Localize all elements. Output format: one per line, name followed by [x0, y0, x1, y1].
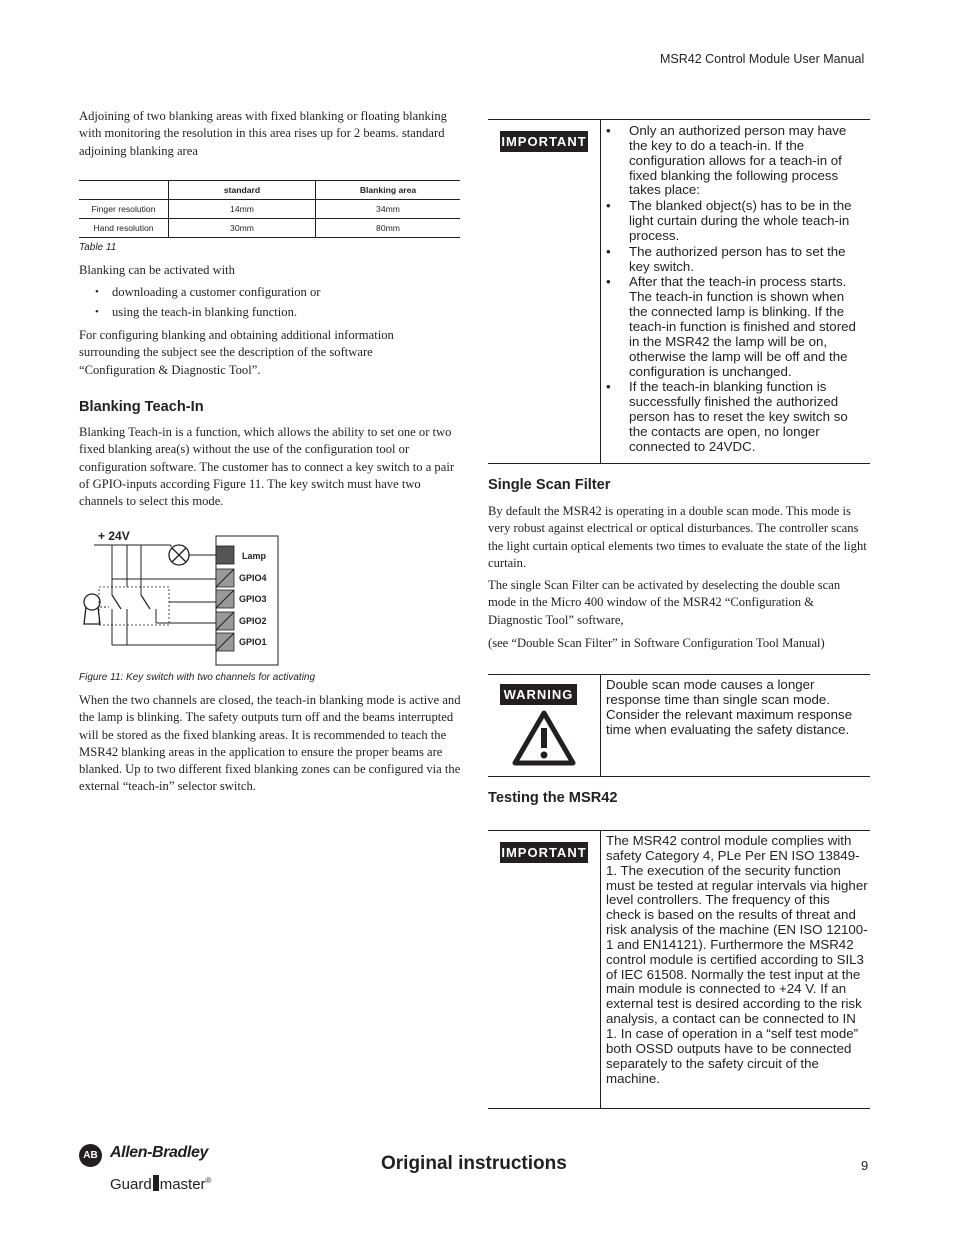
table-header-cell	[79, 181, 169, 200]
table-cell: Hand resolution	[93, 223, 154, 233]
list-item: • The authorized person has to set the key switch.	[602, 245, 864, 275]
table-cell: 80mm	[316, 219, 461, 238]
important-badge: IMPORTANT	[500, 842, 588, 863]
closing-paragraph: When the two channels are closed, the teach-in blanking mode is active and the lamp is blinking. The safety outputs turn off and the beams interrupted will be stored as the fixed blanking areas. It is recommended to teach the MSR42 blanking areas in the application to ensure the proper beams are blanked. Up to two different fixed blanking zones can be configured via the external “teach-in” selector switch.	[79, 693, 461, 794]
ssf-paragraph-2: The single Scan Filter can be activated by deselecting the double scan mode in the Micro 400 window of the MSR42 “Configuration & Diagnostic Tool” software,	[488, 578, 841, 627]
brand-name: Allen-Bradley	[110, 1144, 208, 1161]
ssf-paragraph-1: By default the MSR42 is operating in a double scan mode. This mode is very robust against electrical or optical disturbances. The controller scans the light curtain optical elements two times to evaluate the state of the light curtain.	[488, 504, 867, 570]
table-cell: 14mm	[169, 200, 316, 219]
list-item: • using the teach-in blanking function.	[79, 303, 320, 323]
guardmaster-figure-icon	[153, 1175, 159, 1191]
table-row	[79, 219, 460, 238]
table-header-cell: standard	[169, 181, 316, 200]
terminal-label: GPIO4	[239, 573, 267, 583]
figure-caption: Figure 11: Key switch with two channels for activating	[79, 672, 316, 683]
table-caption: Table 11	[79, 242, 117, 253]
registered-mark: ®	[205, 1176, 212, 1185]
ssf-paragraph-3: (see “Double Scan Filter” in Software Configuration Tool Manual)	[488, 636, 825, 650]
important-badge: IMPORTANT	[500, 131, 588, 152]
warning-badge: WARNING	[500, 684, 577, 705]
activation-list	[79, 283, 320, 322]
box-divider	[600, 120, 601, 463]
table-row	[79, 200, 460, 219]
terminal-label: GPIO3	[239, 594, 267, 604]
table-header-cell: Blanking area	[316, 181, 461, 200]
sub-brand	[110, 1175, 211, 1193]
terminal-label: Lamp	[242, 551, 267, 561]
terminal-label: GPIO2	[239, 616, 267, 626]
key-switch-box	[99, 587, 169, 625]
key-switch-figure	[79, 527, 284, 667]
box-divider	[600, 675, 601, 776]
switch-contact	[112, 595, 121, 609]
activated-with-text: Blanking can be activated with	[79, 263, 235, 277]
box-divider	[600, 831, 601, 1108]
warning-text: Double scan mode causes a longer response time than single scan mode. Consider the relevant maximum response time when evaluating the safety distance.	[606, 677, 853, 737]
terminal-label: GPIO1	[239, 637, 267, 647]
wiring-diagram	[79, 527, 284, 667]
important-list	[602, 124, 864, 455]
ab-logo-icon: AB	[79, 1144, 102, 1167]
intro-paragraph: Adjoining of two blanking areas with fixed blanking or floating blanking with monitoring the resolution in this area rises up for 2 beams. standard adjoining blanking area	[79, 109, 447, 158]
list-item: • Only an authorized person may have the key to do a teach-in. If the configuration allows for a teach-in of fixed blanking the following process takes place:	[602, 124, 864, 198]
table-11	[79, 180, 460, 238]
important-text	[602, 124, 864, 455]
blanking-table	[79, 180, 460, 238]
switch-contact	[141, 595, 150, 609]
list-item: • downloading a customer configuration or	[79, 283, 320, 303]
warning-triangle-icon	[512, 710, 576, 766]
blanking-teach-in-heading: Blanking Teach-In	[79, 399, 204, 415]
configuring-paragraph: For configuring blanking and obtaining additional information surrounding the subject see the description of the software “Configuration & Diagnostic Tool”.	[79, 328, 394, 377]
important-box-2	[488, 830, 870, 1109]
list-item: • After that the teach-in process starts. The teach-in function is shown when the connected lamp is blinking. If the teach-in function is finished and stored in the MSR42 the lamp will be on, otherwise the lamp will be off and the configuration is unchanged.	[602, 275, 864, 379]
important-text: The MSR42 control module complies with safety Category 4, PLe Per EN ISO 13849-1. The execution of the security function must be tested at regular intervals via higher level controllers. The frequency of this check is based on the results of threat and risk analysis of the machine (EN ISO 12100-1 and EN14121). Furthermore the MSR42 control module is certified according to SIL3 of IEC 61508. Normally the test input at the main module is connected to +24 V. If an external test is desired according to the risk analysis, a contact can be connected to IN 1. In case of operation in a “self test mode” both OSSD outputs have to be connected separately to the safety circuit of the machine.	[606, 833, 868, 1086]
table-header-row	[79, 181, 460, 200]
testing-heading: Testing the MSR42	[488, 790, 618, 806]
brand-logo	[79, 1142, 219, 1198]
warning-box	[488, 674, 870, 777]
list-item: • If the teach-in blanking function is successfully finished the authorized person has to reset the key switch so the contacts are open, no longer connected to 24VDC.	[602, 380, 864, 454]
sub-brand-part: Guard	[110, 1176, 152, 1193]
table-cell: 34mm	[316, 200, 461, 219]
table-cell: 30mm	[169, 219, 316, 238]
important-box	[488, 119, 870, 464]
running-header: MSR42 Control Module User Manual	[660, 52, 865, 66]
teach-in-paragraph: Blanking Teach-in is a function, which allows the ability to set one or two fixed blanking area(s) without the use of the configuration tool or configuration software. The customer has to connect a key switch to a pair of GPIO-inputs according Figure 11. The key switch must have two channels to select this mode.	[79, 425, 455, 509]
single-scan-filter-heading: Single Scan Filter	[488, 477, 611, 493]
page-number: 9	[861, 1158, 869, 1173]
lamp-terminal	[216, 546, 234, 564]
footer-center-title: Original instructions	[381, 1153, 567, 1174]
table-cell: Finger resolution	[91, 204, 156, 214]
supply-voltage-label: + 24V	[98, 529, 130, 543]
list-item: • The blanked object(s) has to be in the light curtain during the whole teach-in process.	[602, 199, 864, 244]
sub-brand-part: master	[159, 1176, 206, 1193]
